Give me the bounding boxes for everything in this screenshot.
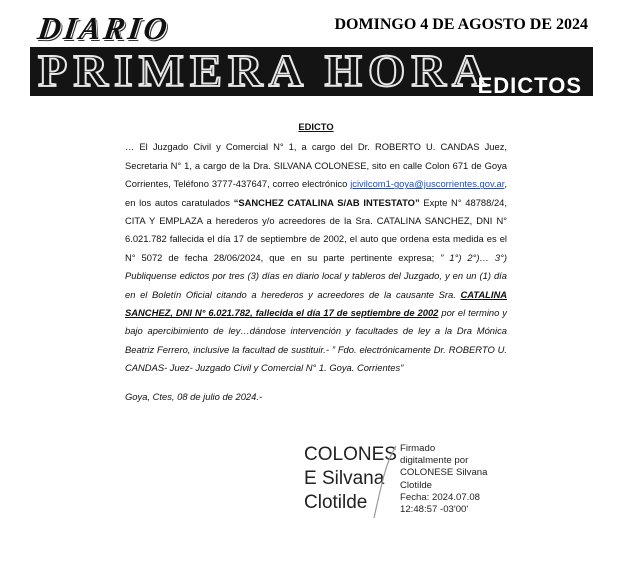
signer-name-line: Clotilde xyxy=(304,492,368,513)
edict-text-3: Expte N° 48788/24, CITA Y EMPLAZA a herederos y/o acreedores de la Sra. CATALINA SANCHEZ, DNI N° 6.021.782 fallecida el día 17 de septiembre de 2002, el auto que ordena esta medida es el N° 5072 de fecha 28/06/2024, que en su parte pertinente expresa; xyxy=(125,196,508,263)
logo-diario: DIARIO xyxy=(35,10,173,46)
edict-text-2: , en los autos caratulados xyxy=(125,178,507,208)
edict-document xyxy=(125,118,507,406)
signer-name-line: E Silvana xyxy=(304,468,385,489)
masthead xyxy=(0,0,630,100)
edict-quote: ” 1°) 2°)… 3°) Publiquense edictos por tres (3) días en diario local y tableros del Juzgado, y en un (1) día en el Boletín Oficial citando a herederos y acreedores de la causante Sra. xyxy=(125,251,507,300)
signature-detail-line: Clotilde xyxy=(400,479,432,491)
edition-date: DOMINGO 4 DE AGOSTO DE 2024 xyxy=(334,16,588,33)
signature-detail-line: Fecha: 2024.07.08 xyxy=(400,491,481,503)
edict-title: EDICTO xyxy=(298,121,334,132)
court-email-link[interactable]: jcivilcom1-goya@juscorrientes.gov.ar xyxy=(350,178,505,190)
signature-detail-line: 12:48:57 -03'00' xyxy=(400,504,469,516)
signature-stroke-icon xyxy=(362,442,402,522)
case-title: “SANCHEZ CATALINA S/AB INTESTATO” xyxy=(233,196,420,208)
digital-signature-details xyxy=(400,443,510,516)
signature-detail-line: Firmado xyxy=(400,443,436,454)
edict-body xyxy=(125,138,507,377)
signature-detail-line: COLONESE Silvana xyxy=(400,467,488,479)
edict-quote-end: por el termino y bajo apercibimiento de ley…dándose intervención y facultades de ley a la Dra Mónica Beatriz Ferrero, inclusive la facultad de sustituir.- ” Fdo. electrónicamente Dr. ROBERTO U. CANDAS- Juez- Juzgado Civil y Comercial N° 1. Goya. Corrientes” xyxy=(125,307,507,374)
signature-detail-line: digitalmente por xyxy=(400,455,469,467)
section-label: EDICTOS xyxy=(477,73,582,96)
place-date: Goya, Ctes, 08 de julio de 2024.- xyxy=(125,390,263,402)
signer-name-line: COLONES xyxy=(304,444,397,465)
logo-primera-hora: PRIMERA HORA xyxy=(38,46,493,97)
deceased-name: CATALINA SANCHEZ, DNI N° 6.021.782, fallecida el día 17 de septiembre de 2002 xyxy=(125,288,507,319)
edict-text-1: … El Juzgado Civil y Comercial N° 1, a cargo del Dr. ROBERTO U. CANDAS Juez, Secretaria N° 1, a cargo de la Dra. SILVANA COLONESE, sito en calle Colon 671 de Goya Corrientes, Teléfono 3777-437647, correo electrónico xyxy=(125,141,507,190)
